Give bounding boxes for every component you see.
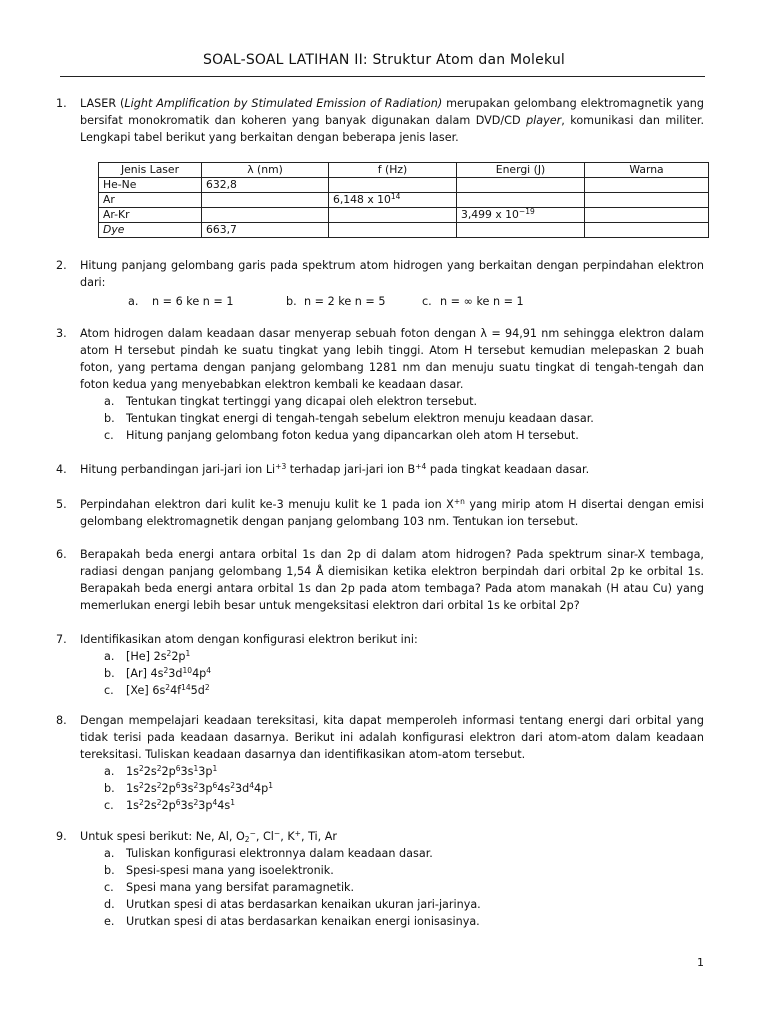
question-number: 8. [56, 714, 67, 727]
list-item: c. $1s^22s^22p^63s^23p^44s^1$ [104, 798, 235, 812]
question-5 [56, 496, 704, 530]
table-row [99, 208, 709, 223]
cell-frequency [329, 208, 457, 223]
list-item: b. Spesi-spesi mana yang isoelektronik. [104, 864, 334, 877]
cell-color [585, 178, 709, 193]
question-7 [56, 631, 704, 699]
cell-jenis: Dye [99, 223, 202, 238]
question-text: Dengan mempelajari keadaan tereksitasi, kita dapat memperoleh informasi tentang energi dari orbital yang tidak terisi pada keadaan dasarnya. Berikut ini adalah konfigurasi elektron dari atom-atom dalam keadaan tereksitasi. Tuliskan keadaan dasarnya dan identifikasikan atom-atom tersebut. [80, 714, 704, 761]
question-number: 2. [56, 259, 67, 272]
question-1 [56, 95, 704, 146]
question-number: 1. [56, 97, 67, 110]
col-header-color: Warna [585, 163, 709, 178]
list-item: c. Spesi mana yang bersifat paramagnetik. [104, 881, 355, 894]
question-text: Berapakah beda energi antara orbital 1s dan 2p di dalam atom hidrogen? Pada spektrum sinar-X tembaga, radiasi dengan panjang gelombang 1,54 Å diemisikan ketika elektron berpindah dari orbital 2p ke orbital 1s. Berapakah beda energi antara orbital 1s dan 2p pada atom tembaga? Pada atom manakah (H atau Cu) yang memerlukan energi lebih besar untuk mengeksitasi elektron dari orbital 1s ke orbital 2p? [80, 548, 704, 612]
question-6 [56, 546, 704, 614]
col-header-lambda: λ (nm) [202, 163, 329, 178]
list-item: a. Tentukan tingkat tertinggi yang dicapai oleh elektron tersebut. [104, 395, 478, 408]
cell-color [585, 193, 709, 208]
cell-jenis: He-Ne [99, 178, 202, 193]
list-item: a. Tuliskan konfigurasi elektronnya dalam keadaan dasar. [104, 847, 433, 860]
option-label: c. [422, 295, 432, 308]
question-2 [56, 257, 704, 310]
cell-lambda: 663,7 [202, 223, 329, 238]
cell-energy [457, 223, 585, 238]
option-label: b. [286, 295, 297, 308]
list-item: b. $1s^22s^22p^63s^23p^64s^23d^44p^1$ [104, 781, 273, 795]
cell-color [585, 223, 709, 238]
question-text: Perpindahan elektron dari kulit ke-3 menuju kulit ke 1 pada ion $X^{+n}$ yang mirip atom H disertai dengan emisi gelombang elektromagnetik dengan panjang gelombang 103 nm. Tentukan ion tersebut. [80, 497, 704, 528]
cell-frequency [329, 223, 457, 238]
col-header-energy: Energi (J) [457, 163, 585, 178]
question-9 [56, 828, 704, 930]
list-item: b. [Ar] $4s^23d^{10}4p^4$ [104, 666, 212, 680]
list-item: c. Hitung panjang gelombang foton kedua yang dipancarkan oleh atom H tersebut. [104, 429, 579, 442]
cell-energy [457, 193, 585, 208]
list-item: d. Urutkan spesi di atas berdasarkan kenaikan ukuran jari-jarinya. [104, 898, 481, 911]
question-number: 5. [56, 498, 67, 511]
option-a: n = 6 ke n = 1 [152, 295, 234, 308]
question-text: Hitung panjang gelombang garis pada spektrum atom hidrogen yang berkaitan dengan perpindahan elektron dari: [80, 259, 704, 289]
list-item: a. [He] $2s^22p^1$ [104, 649, 191, 663]
cell-frequency [329, 178, 457, 193]
list-item: c. [Xe] $6s^24f^{14}5d^2$ [104, 683, 210, 697]
title-divider [60, 76, 705, 77]
answer-options [128, 293, 704, 310]
page-number: 1 [697, 956, 704, 969]
list-item: b. Tentukan tingkat energi di tengah-tengah sebelum elektron menuju keadaan dasar. [104, 412, 594, 425]
laser-table [98, 162, 709, 238]
table-row [99, 193, 709, 208]
page-title: SOAL-SOAL LATIHAN II: Struktur Atom dan Molekul [202, 52, 565, 68]
question-text: Atom hidrogen dalam keadaan dasar menyerap sebuah foton dengan λ = 94,91 nm sehingga elektron dalam atom H tersebut pindah ke suatu tingkat yang lebih tinggi. Atom H tersebut kemudian melepaskan 2 buah foton, yang pertama dengan panjang gelombang 1281 nm dan menuju suatu tingkat di tengah-tengah dan foton kedua yang menyebabkan elektron kembali ke keadaan dasar. [80, 327, 704, 391]
question-3 [56, 325, 704, 444]
col-header-frequency: f (Hz) [329, 163, 457, 178]
table-header-row [99, 163, 709, 178]
table-row [99, 223, 709, 238]
question-number: 6. [56, 548, 67, 561]
question-text: LASER (Light Amplification by Stimulated Emission of Radiation) merupakan gelombang elektromagnetik yang bersifat monokromatik dan koheren yang banyak digunakan dalam DVD/CD player, komunikasi dan militer. Lengkapi tabel berikut yang berkaitan dengan beberapa jenis laser. [80, 97, 704, 144]
table-row [99, 178, 709, 193]
question-text: Hitung perbandingan jari-jari ion $Li^{+3}$ terhadap jari-jari ion $B^{+4}$ pada tingkat keadaan dasar. [80, 462, 590, 476]
list-item: e. Urutkan spesi di atas berdasarkan kenaikan energi ionisasinya. [104, 915, 480, 928]
question-number: 4. [56, 463, 67, 476]
col-header-jenis: Jenis Laser [99, 163, 202, 178]
cell-color [585, 208, 709, 223]
cell-energy: 3,499 x $10^{-19}$ [457, 208, 585, 223]
question-number: 9. [56, 830, 67, 843]
cell-frequency: 6,148 x $10^{14}$ [329, 193, 457, 208]
cell-energy [457, 178, 585, 193]
question-text: Identifikasikan atom dengan konfigurasi elektron berikut ini: [80, 633, 418, 646]
question-number: 3. [56, 327, 67, 340]
question-8 [56, 712, 704, 814]
cell-jenis: Ar-Kr [99, 208, 202, 223]
list-item: a. $1s^22s^22p^63s^13p^1$ [104, 764, 218, 778]
option-b: n = 2 ke n = 5 [304, 295, 386, 308]
option-c: n = ∞ ke n = 1 [440, 295, 524, 308]
question-4 [56, 461, 704, 478]
cell-lambda [202, 193, 329, 208]
option-label: a. [128, 295, 139, 308]
cell-jenis: Ar [99, 193, 202, 208]
question-number: 7. [56, 633, 67, 646]
cell-lambda [202, 208, 329, 223]
cell-lambda: 632,8 [202, 178, 329, 193]
question-text: Untuk spesi berikut: Ne, Al, $O_2^-$, Cl−, K+, Ti, Ar [80, 829, 338, 844]
